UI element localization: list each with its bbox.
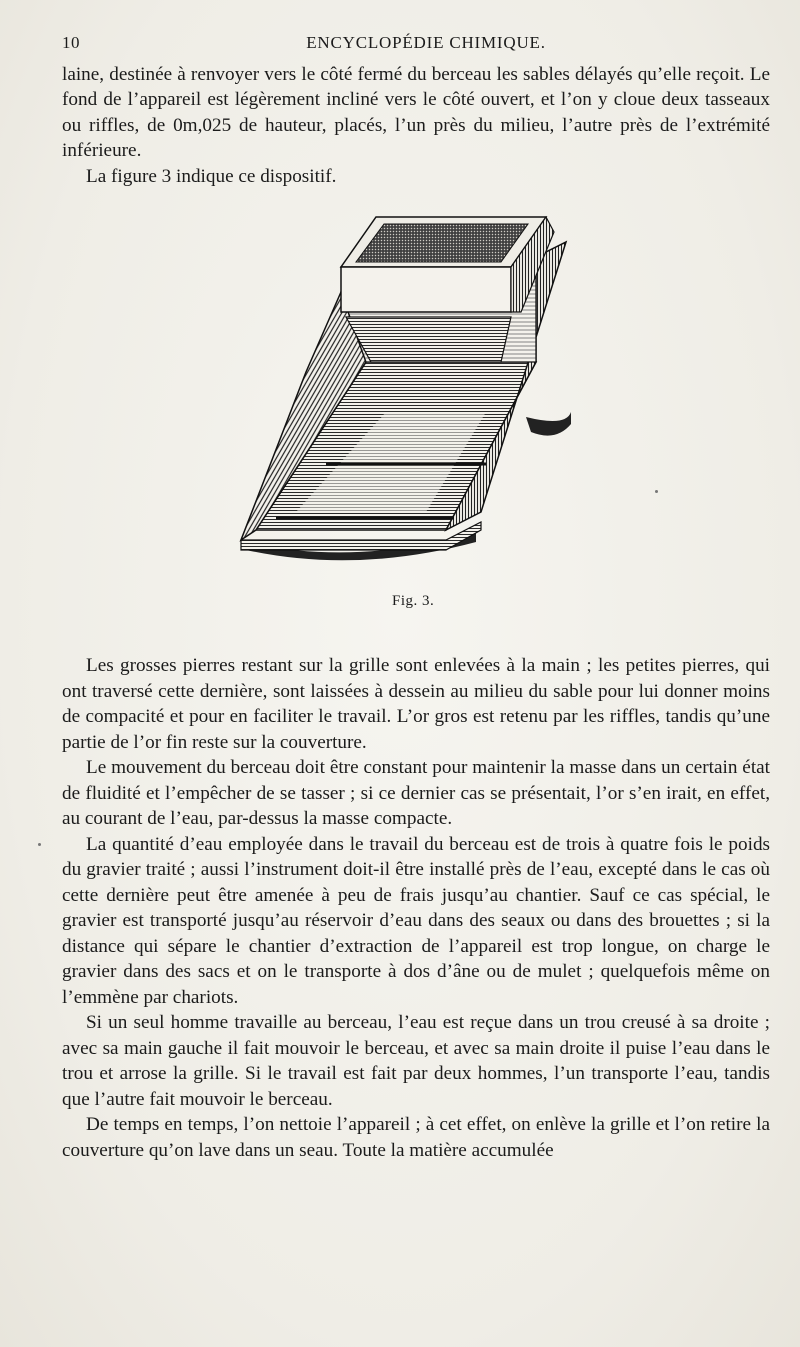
paragraph: Le mouvement du berceau doit être constant pour maintenir la masse dans un certain état de fluidité et l’empêcher de se tasser ; si ce dernier cas se présentait, l’or s’en irait, en effet, au courant de l’eau, par-dessus la masse compacte. xyxy=(62,757,770,829)
paragraph: De temps en temps, l’on nettoie l’appareil ; à cet effet, on enlève la grille et l’on retire la couverture qu’on lave dans un seau. Toute la matière accumulée xyxy=(62,1114,770,1161)
paragraph: Les grosses pierres restant sur la grille sont enlevées à la main ; les petites pierres, qui ont traversé cette dernière, sont laissées à dessein au milieu du sable pour lui donner moins de compacité et pour en faciliter le travail. L’or gros est retenu par les riffles, tandis qu’une partie de l’or fin reste sur la couverture. xyxy=(62,655,770,753)
paragraph: laine, destinée à renvoyer vers le côté fermé du berceau les sables délayés qu’elle reçoit. Le fond de l’appareil est légèrement incliné vers le côté ouvert, et l’on y cloue deux tasseaux ou riffles, de 0m,025 de hauteur, placés, l’un près du milieu, l’autre près de l’extrémité inférieure. xyxy=(62,64,770,162)
paragraph: La figure 3 indique ce dispositif. xyxy=(86,165,337,187)
page-number: 10 xyxy=(62,33,80,52)
figure-caption: Fig. 3. xyxy=(392,593,435,609)
running-title: ENCYCLOPÉDIE CHIMIQUE. xyxy=(306,33,546,52)
text-block-top xyxy=(62,62,770,189)
text-block-bottom xyxy=(62,653,770,1163)
paragraph: La quantité d’eau employée dans le travail du berceau est de trois à quatre fois le poids du gravier traité ; aussi l’instrument doit-il être installé près de l’eau, excepté dans le cas où cette dernière peut être amenée à peu de frais jusqu’au chantier. Sauf ce cas spécial, le gravier est transporté jusqu’au réservoir d’eau dans des seaux ou dans des brouettes ; si la distance qui sépare le chantier d’extraction de l’appareil est trop longue, on charge le gravier dans des sacs et on le transporte à dos d’âne ou de mulet ; quelquefois même on l’emmène par chariots. xyxy=(62,833,770,1008)
cradle-illustration xyxy=(236,212,576,574)
print-speck xyxy=(38,843,41,846)
paragraph: Si un seul homme travaille au berceau, l’eau est reçue dans un trou creusé à sa droite ; avec sa main gauche il fait mouvoir le berceau, et avec sa main droite il puise l’eau dans le trou et arrose la grille. Si le travail est fait par deux hommes, l’un transporte l’eau, tandis que l’autre fait mouvoir le berceau. xyxy=(62,1012,770,1110)
print-speck xyxy=(655,490,658,493)
cradle-drawing xyxy=(236,212,576,574)
page-header xyxy=(62,33,770,55)
